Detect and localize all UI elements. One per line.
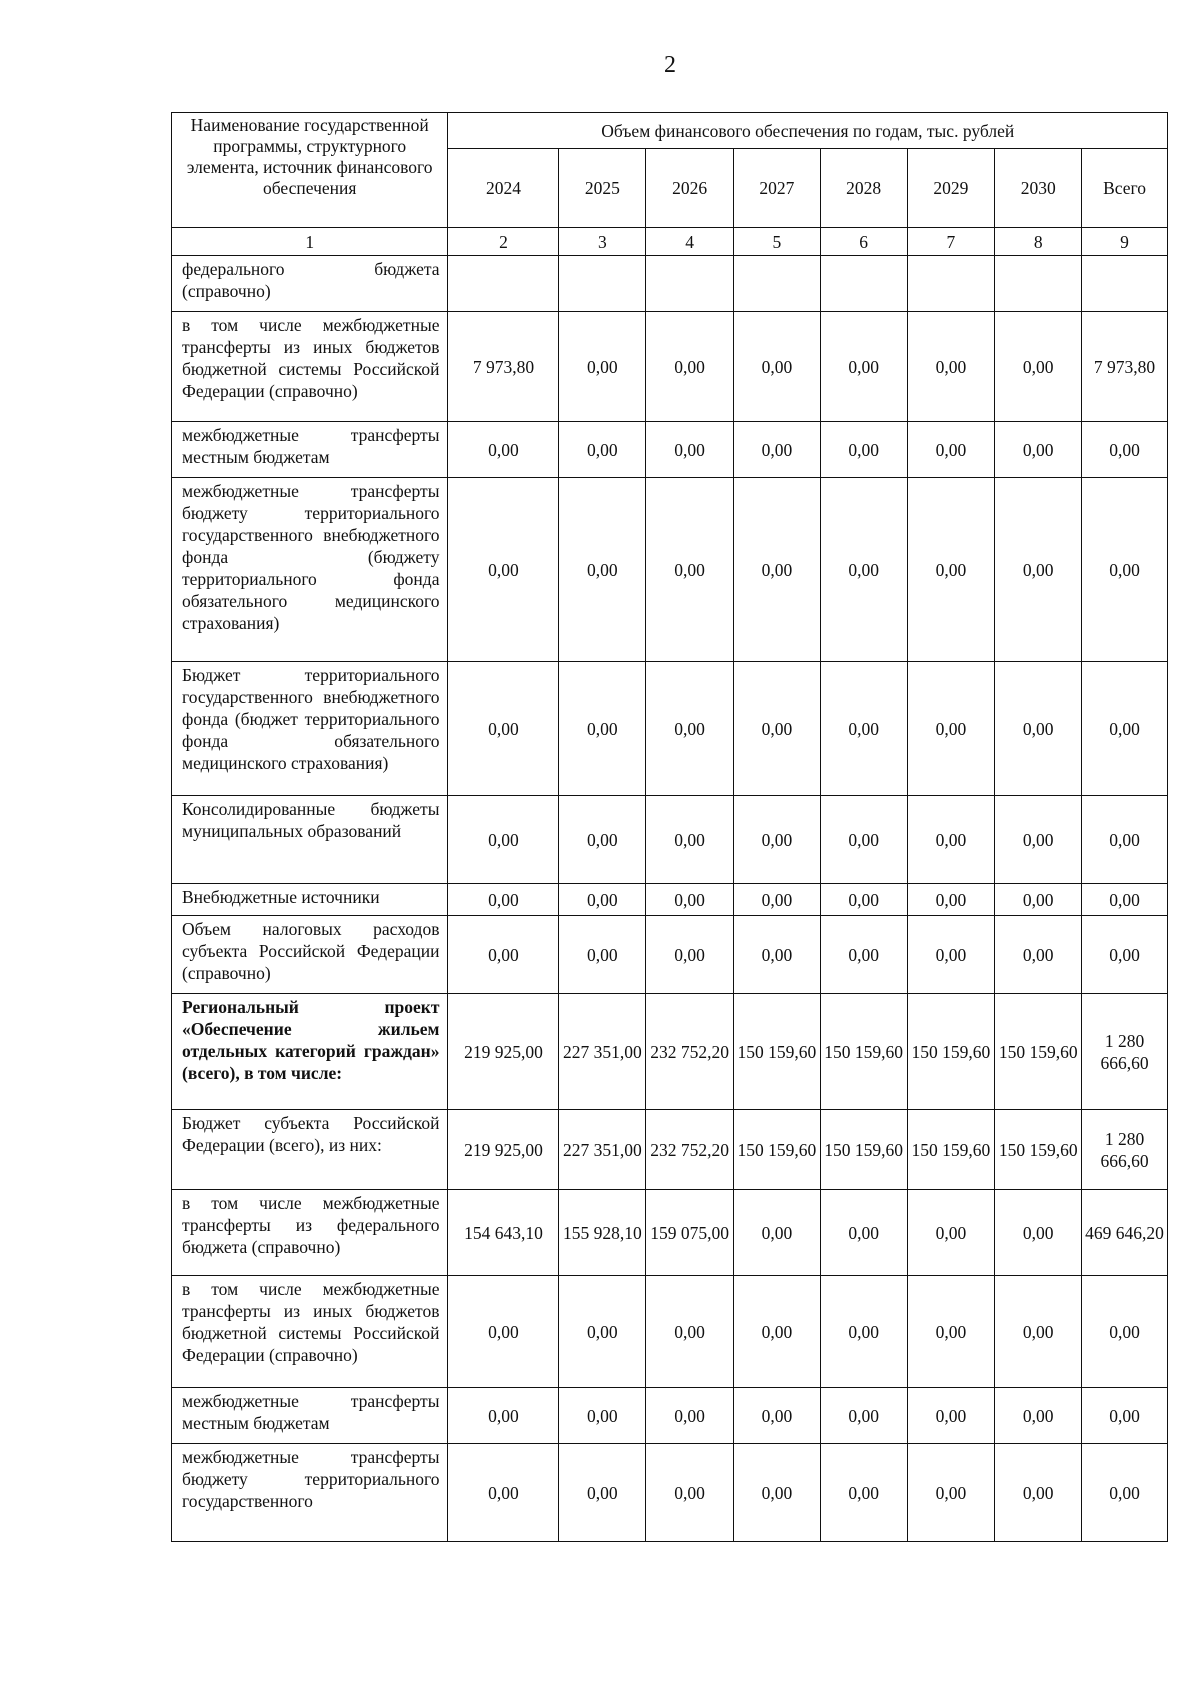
row-year-value: 0,00 <box>820 884 907 916</box>
row-name: межбюджетные трансферты местным бюджетам <box>172 1388 448 1444</box>
table-row <box>172 478 1168 662</box>
row-year-value <box>734 256 821 312</box>
row-name: межбюджетные трансферты местным бюджетам <box>172 422 448 478</box>
row-year-value: 0,00 <box>448 1444 559 1542</box>
row-total-value: 7 973,80 <box>1082 312 1168 422</box>
row-year-value: 0,00 <box>995 1190 1082 1276</box>
header-year: 2026 <box>646 149 734 228</box>
header-year: 2028 <box>820 149 907 228</box>
row-year-value: 0,00 <box>559 662 646 796</box>
column-number: 5 <box>734 228 821 256</box>
row-total-value: 0,00 <box>1082 478 1168 662</box>
row-year-value: 150 159,60 <box>995 994 1082 1110</box>
row-year-value: 0,00 <box>820 916 907 994</box>
row-year-value: 150 159,60 <box>820 994 907 1110</box>
row-year-value: 0,00 <box>907 884 995 916</box>
row-year-value: 0,00 <box>559 312 646 422</box>
row-year-value: 0,00 <box>734 422 821 478</box>
row-year-value: 0,00 <box>820 422 907 478</box>
row-year-value <box>559 256 646 312</box>
column-number: 1 <box>172 228 448 256</box>
row-year-value: 227 351,00 <box>559 1110 646 1190</box>
row-year-value: 0,00 <box>907 1276 995 1388</box>
row-year-value: 0,00 <box>646 1276 734 1388</box>
table-row <box>172 994 1168 1110</box>
page-number: 2 <box>664 52 676 78</box>
row-year-value: 219 925,00 <box>448 994 559 1110</box>
row-year-value: 0,00 <box>995 884 1082 916</box>
row-year-value: 0,00 <box>448 884 559 916</box>
table-body <box>172 256 1168 1542</box>
row-year-value: 0,00 <box>734 796 821 884</box>
row-name: межбюджетные трансферты бюджету территориального государственного внебюджетного фонда (бюджету территориального фонда обязательного медицинского страхования) <box>172 478 448 662</box>
row-year-value: 227 351,00 <box>559 994 646 1110</box>
row-year-value: 0,00 <box>448 916 559 994</box>
column-number: 7 <box>907 228 995 256</box>
row-total-value: 1 280 666,60 <box>1082 1110 1168 1190</box>
row-total-value: 1 280 666,60 <box>1082 994 1168 1110</box>
row-year-value: 0,00 <box>907 662 995 796</box>
column-number: 6 <box>820 228 907 256</box>
row-year-value: 0,00 <box>646 916 734 994</box>
financing-table <box>171 112 1168 1542</box>
row-year-value: 0,00 <box>995 1388 1082 1444</box>
table-row <box>172 1388 1168 1444</box>
column-number: 3 <box>559 228 646 256</box>
row-year-value: 0,00 <box>448 662 559 796</box>
row-name: Бюджет территориального государственного внебюджетного фонда (бюджет территориального фонда обязательного медицинского страхования) <box>172 662 448 796</box>
row-year-value: 0,00 <box>820 662 907 796</box>
column-number: 9 <box>1082 228 1168 256</box>
row-year-value: 0,00 <box>734 478 821 662</box>
row-year-value: 0,00 <box>734 884 821 916</box>
row-year-value: 0,00 <box>820 312 907 422</box>
row-year-value: 0,00 <box>448 478 559 662</box>
header-year: 2024 <box>448 149 559 228</box>
row-year-value: 0,00 <box>734 1190 821 1276</box>
row-year-value: 0,00 <box>995 1444 1082 1542</box>
row-name: Объем налоговых расходов субъекта Российской Федерации (справочно) <box>172 916 448 994</box>
row-year-value: 0,00 <box>559 1276 646 1388</box>
header-name-column: Наименование государственной программы, структурного элемента, источник финансового обеспечения <box>172 113 448 228</box>
row-total-value <box>1082 256 1168 312</box>
row-year-value: 0,00 <box>995 312 1082 422</box>
row-year-value: 0,00 <box>820 1276 907 1388</box>
row-year-value: 0,00 <box>646 312 734 422</box>
table-row <box>172 796 1168 884</box>
row-name: в том числе межбюджетные трансферты из иных бюджетов бюджетной системы Российской Федерации (справочно) <box>172 312 448 422</box>
header-year: 2025 <box>559 149 646 228</box>
table-row <box>172 1276 1168 1388</box>
row-year-value: 0,00 <box>646 662 734 796</box>
row-year-value: 0,00 <box>646 796 734 884</box>
row-year-value: 0,00 <box>559 1444 646 1542</box>
row-total-value: 0,00 <box>1082 916 1168 994</box>
row-year-value: 7 973,80 <box>448 312 559 422</box>
row-name: Бюджет субъекта Российской Федерации (всего), из них: <box>172 1110 448 1190</box>
row-year-value: 0,00 <box>995 422 1082 478</box>
row-year-value: 0,00 <box>907 1190 995 1276</box>
row-total-value: 469 646,20 <box>1082 1190 1168 1276</box>
table-row <box>172 1190 1168 1276</box>
row-total-value: 0,00 <box>1082 1276 1168 1388</box>
header-group-title: Объем финансового обеспечения по годам, тыс. рублей <box>448 113 1168 149</box>
row-year-value: 0,00 <box>820 1190 907 1276</box>
row-year-value: 150 159,60 <box>907 1110 995 1190</box>
row-year-value: 0,00 <box>448 1388 559 1444</box>
row-name: Внебюджетные источники <box>172 884 448 916</box>
table-row <box>172 884 1168 916</box>
row-total-value: 0,00 <box>1082 1388 1168 1444</box>
row-year-value: 0,00 <box>646 884 734 916</box>
row-total-value: 0,00 <box>1082 796 1168 884</box>
row-year-value: 0,00 <box>559 422 646 478</box>
row-year-value: 150 159,60 <box>995 1110 1082 1190</box>
row-year-value <box>820 256 907 312</box>
row-year-value: 150 159,60 <box>734 1110 821 1190</box>
table-row <box>172 1444 1168 1542</box>
row-year-value: 150 159,60 <box>907 994 995 1110</box>
table-row <box>172 1110 1168 1190</box>
row-year-value: 0,00 <box>820 478 907 662</box>
row-year-value: 0,00 <box>559 796 646 884</box>
row-year-value <box>448 256 559 312</box>
row-year-value: 0,00 <box>995 478 1082 662</box>
row-year-value: 0,00 <box>907 916 995 994</box>
row-year-value: 150 159,60 <box>734 994 821 1110</box>
row-year-value: 0,00 <box>995 662 1082 796</box>
row-year-value: 0,00 <box>559 478 646 662</box>
column-number: 4 <box>646 228 734 256</box>
row-year-value: 150 159,60 <box>820 1110 907 1190</box>
row-year-value <box>646 256 734 312</box>
row-year-value: 0,00 <box>820 1388 907 1444</box>
header-total: Всего <box>1082 149 1168 228</box>
row-year-value: 0,00 <box>646 422 734 478</box>
row-year-value: 0,00 <box>559 884 646 916</box>
row-year-value: 0,00 <box>995 1276 1082 1388</box>
row-year-value: 232 752,20 <box>646 994 734 1110</box>
row-total-value: 0,00 <box>1082 422 1168 478</box>
row-name: межбюджетные трансферты бюджету территориального государственного <box>172 1444 448 1542</box>
row-year-value: 0,00 <box>646 1444 734 1542</box>
row-year-value: 232 752,20 <box>646 1110 734 1190</box>
row-year-value: 0,00 <box>907 478 995 662</box>
row-year-value: 0,00 <box>907 1444 995 1542</box>
row-year-value: 0,00 <box>907 312 995 422</box>
row-year-value: 0,00 <box>995 796 1082 884</box>
row-year-value: 0,00 <box>907 796 995 884</box>
table-row <box>172 256 1168 312</box>
row-year-value: 0,00 <box>559 916 646 994</box>
row-total-value: 0,00 <box>1082 884 1168 916</box>
row-year-value: 0,00 <box>907 1388 995 1444</box>
row-year-value: 0,00 <box>820 1444 907 1542</box>
row-year-value: 0,00 <box>734 662 821 796</box>
row-total-value: 0,00 <box>1082 1444 1168 1542</box>
row-year-value: 154 643,10 <box>448 1190 559 1276</box>
row-year-value: 0,00 <box>734 312 821 422</box>
row-year-value: 0,00 <box>646 478 734 662</box>
row-name: в том числе межбюджетные трансферты из федерального бюджета (справочно) <box>172 1190 448 1276</box>
row-year-value: 0,00 <box>734 1388 821 1444</box>
table-row <box>172 916 1168 994</box>
table-row <box>172 662 1168 796</box>
column-number: 2 <box>448 228 559 256</box>
row-year-value: 0,00 <box>559 1388 646 1444</box>
row-year-value: 0,00 <box>734 916 821 994</box>
row-year-value: 219 925,00 <box>448 1110 559 1190</box>
row-name: Консолидированные бюджеты муниципальных образований <box>172 796 448 884</box>
row-name: федерального бюджета (справочно) <box>172 256 448 312</box>
table-row <box>172 422 1168 478</box>
row-year-value: 155 928,10 <box>559 1190 646 1276</box>
row-name: в том числе межбюджетные трансферты из иных бюджетов бюджетной системы Российской Федерации (справочно) <box>172 1276 448 1388</box>
row-name: Региональный проект «Обеспечение жильем отдельных категорий граждан» (всего), в том числе: <box>172 994 448 1110</box>
row-year-value: 0,00 <box>448 796 559 884</box>
row-year-value: 159 075,00 <box>646 1190 734 1276</box>
row-year-value: 0,00 <box>907 422 995 478</box>
row-year-value <box>995 256 1082 312</box>
row-year-value: 0,00 <box>448 1276 559 1388</box>
header-year: 2027 <box>734 149 821 228</box>
header-year: 2029 <box>907 149 995 228</box>
row-year-value <box>907 256 995 312</box>
table-row <box>172 312 1168 422</box>
column-number: 8 <box>995 228 1082 256</box>
row-year-value: 0,00 <box>646 1388 734 1444</box>
row-total-value: 0,00 <box>1082 662 1168 796</box>
row-year-value: 0,00 <box>995 916 1082 994</box>
header-year: 2030 <box>995 149 1082 228</box>
row-year-value: 0,00 <box>448 422 559 478</box>
row-year-value: 0,00 <box>734 1444 821 1542</box>
row-year-value: 0,00 <box>734 1276 821 1388</box>
row-year-value: 0,00 <box>820 796 907 884</box>
